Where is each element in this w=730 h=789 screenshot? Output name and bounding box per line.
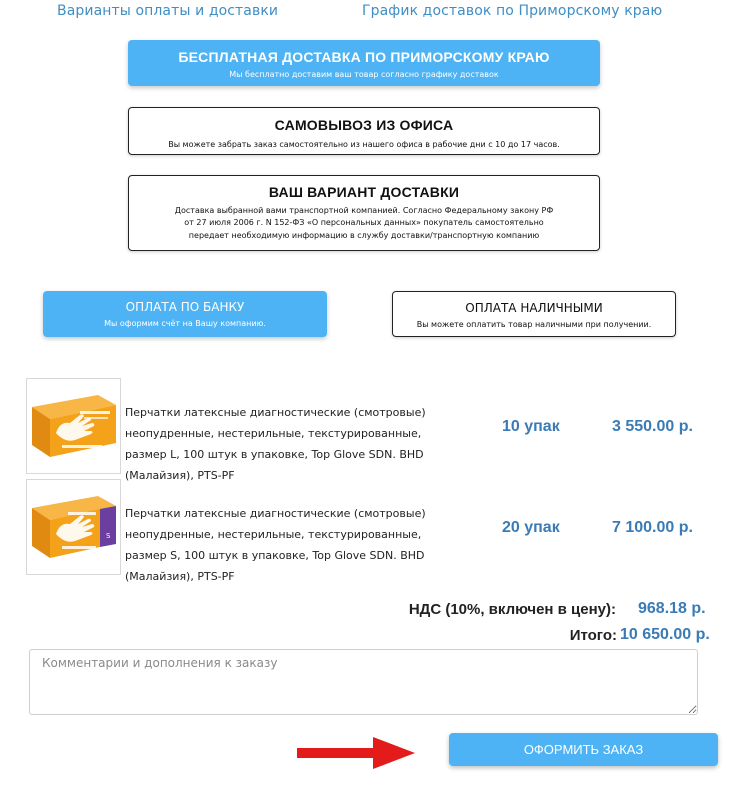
delivery-option-title: ВАШ ВАРИАНТ ДОСТАВКИ	[268, 184, 460, 200]
payment-option-desc: Мы оформим счёт на Вашу компанию.	[104, 319, 266, 328]
payment-option-desc: Вы можете оплатить товар наличными при получении.	[416, 320, 652, 329]
delivery-option-title: САМОВЫВОЗ ИЗ ОФИСА	[274, 117, 454, 133]
delivery-option-pickup[interactable]	[128, 107, 600, 155]
delivery-option-desc: Мы бесплатно доставим ваш товар согласно графику доставок	[229, 70, 499, 79]
delivery-option-desc: Доставка выбранной вами транспортной компанией. Согласно Федеральному закону РФ от 27 июля 2006 г. N 152-ФЗ «О персональных данных» покупатель самостоятельно передает необходимую информацию в службу доставки/транспортную компанию	[174, 206, 554, 240]
product-image[interactable]	[26, 378, 121, 474]
cart-item	[26, 479, 706, 583]
product-name: Перчатки латексные диагностические (смотровые) неопудренные, нестерильные, текстурированные, размер L, 100 штук в упаковке, Top Glove SDN. BHD (Малайзия), PTS-PF	[125, 406, 426, 482]
delivery-option-title: БЕСПЛАТНАЯ ДОСТАВКА ПО ПРИМОРСКОМУ КРАЮ	[178, 49, 550, 65]
delivery-option-desc: Вы можете забрать заказ самостоятельно из нашего офиса в рабочие дни с 10 до 17 часов.	[168, 140, 560, 149]
payment-option-bank[interactable]	[43, 291, 327, 337]
place-order-button[interactable]: ОФОРМИТЬ ЗАКАЗ	[449, 733, 718, 766]
vat-label: НДС (10%, включен в цену):	[408, 601, 616, 618]
red-arrow-icon	[297, 736, 417, 770]
delivery-option-custom[interactable]	[128, 175, 600, 251]
cart-item	[26, 378, 706, 482]
payment-option-title: ОПЛАТА НАЛИЧНЫМИ	[465, 301, 603, 315]
order-comment-input[interactable]	[29, 649, 698, 715]
delivery-option-free[interactable]	[128, 40, 600, 86]
vat-value: 968.18 р.	[638, 600, 706, 617]
total-value: 10 650.00 р.	[620, 626, 710, 643]
product-image[interactable]	[26, 479, 121, 575]
product-price: 7 100.00 р.	[612, 519, 693, 536]
product-name: Перчатки латексные диагностические (смотровые) неопудренные, нестерильные, текстурированные, размер S, 100 штук в упаковке, Top Glove SDN. BHD (Малайзия), PTS-PF	[125, 507, 426, 583]
glove-box-icon	[30, 393, 119, 459]
product-price: 3 550.00 р.	[612, 418, 693, 435]
product-quantity: 10 упак	[502, 418, 560, 435]
total-label: Итого:	[569, 627, 617, 644]
product-quantity: 20 упак	[502, 519, 560, 536]
payment-delivery-link[interactable]: Варианты оплаты и доставки	[57, 3, 279, 19]
payment-option-title: ОПЛАТА ПО БАНКУ	[125, 300, 245, 314]
glove-box-icon	[30, 494, 119, 560]
payment-option-cash[interactable]	[392, 291, 676, 337]
svg-text:S: S	[106, 532, 111, 540]
svg-text:L: L	[108, 447, 112, 455]
delivery-schedule-link[interactable]: График доставок по Приморскому краю	[362, 3, 663, 19]
